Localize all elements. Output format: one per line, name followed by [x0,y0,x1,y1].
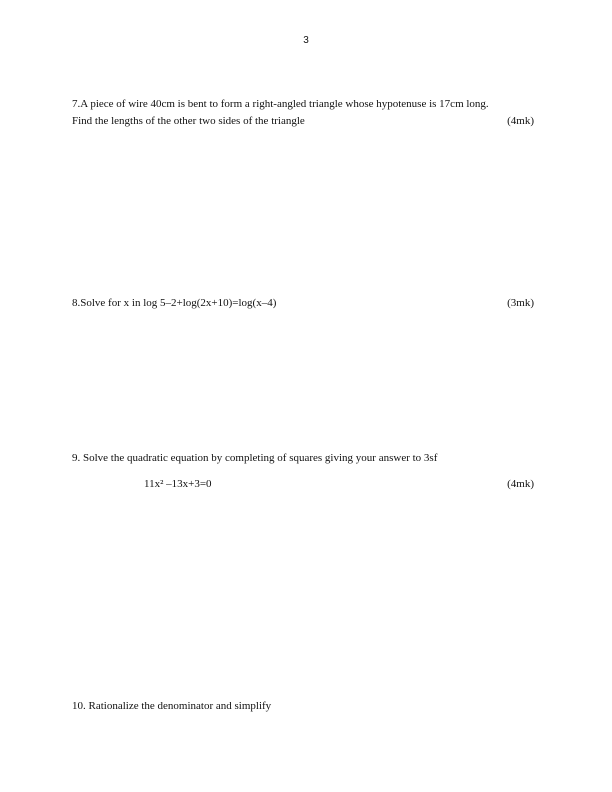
question-7-text-line-2: Find the lengths of the other two sides of the triangle [72,115,305,127]
question-7-marks: (4mk) [507,115,534,127]
question-9-marks: (4mk) [507,478,534,490]
question-7-text-line-1: 7.A piece of wire 40cm is bent to form a right-angled triangle whose hypotenuse is 17cm long. [72,98,489,110]
page-number: 3 [303,35,309,46]
question-8-marks: (3mk) [507,297,534,309]
question-9-text: 9. Solve the quadratic equation by completing of squares giving your answer to 3sf [72,452,438,464]
question-9-equation: 11x² –13x+3=0 [144,478,212,490]
question-10-text: 10. Rationalize the denominator and simplify [72,700,272,712]
question-8-text: 8.Solve for x in log 5–2+log(2x+10)=log(x–4) [72,297,277,309]
